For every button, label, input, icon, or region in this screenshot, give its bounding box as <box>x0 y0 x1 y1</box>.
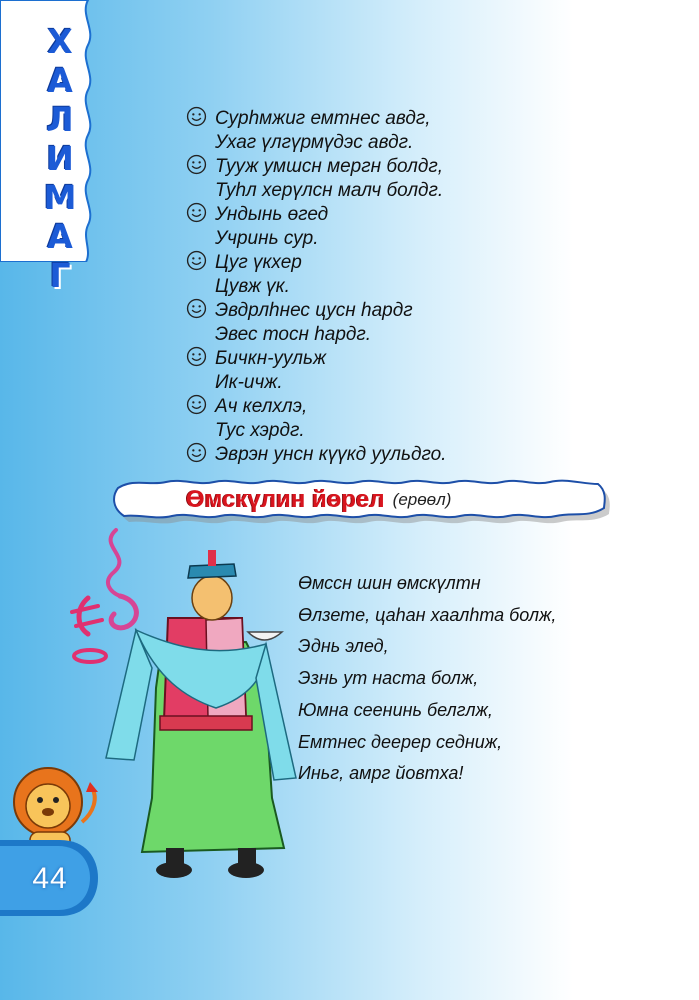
proverb-list <box>186 106 656 467</box>
proverb-line: Сурһмжиг емтнес авдг, <box>215 108 431 129</box>
list-item <box>186 394 656 442</box>
side-title-letter: Г <box>49 256 71 295</box>
side-title-letter: А <box>47 217 73 256</box>
proverb-line: Туһл херүлсн малч болдг. <box>215 179 444 201</box>
side-title <box>40 22 80 295</box>
proverb-line: Ухаг үлгүрмүдэс авдг. <box>215 131 414 153</box>
section-heading <box>186 480 451 520</box>
list-item <box>186 106 656 154</box>
list-item <box>186 154 656 202</box>
smiley-icon <box>186 346 207 367</box>
proverb-line: Эврэн унсн күүкд уульдго. <box>215 444 447 465</box>
proverb-line: Ик-ичж. <box>215 371 283 393</box>
side-title-letter: И <box>46 139 74 178</box>
smiley-icon <box>186 154 207 175</box>
list-item <box>186 298 656 346</box>
proverb-line: Цуг үкхер <box>215 252 302 273</box>
poem-line: Эзнь ут наста болж, <box>298 668 479 689</box>
poem-line: Иньг, амрг йовтха! <box>298 763 464 784</box>
list-item <box>186 346 656 394</box>
smiley-icon <box>186 394 207 415</box>
list-item <box>186 442 656 467</box>
smiley-icon <box>186 298 207 319</box>
proverb-line: Ач келхлэ, <box>215 396 308 417</box>
proverb-line: Ундынь өгед <box>215 204 329 225</box>
page-number: 44 <box>32 862 68 895</box>
proverb-line: Бичкн-уульж <box>215 348 327 369</box>
proverb-line: Тууж умшсн мергн болдг, <box>215 156 444 177</box>
poem-line: Юмна сеенинь белглж, <box>298 699 493 720</box>
poem-line: Өлзете, цаһан хаалһта болж, <box>298 604 557 625</box>
side-title-letter: Х <box>47 22 73 61</box>
side-title-letter: А <box>47 61 73 100</box>
list-item <box>186 202 656 250</box>
section-subtitle: (ерөөл) <box>392 490 452 509</box>
section-title: Өмскүлин йөрел <box>186 486 385 513</box>
proverb-line: Учринь сур. <box>215 227 319 249</box>
proverb-line: Эвес тосн һардг. <box>215 323 372 345</box>
proverb-line: Цувж үк. <box>215 275 290 297</box>
proverb-line: Эвдрлһнес цусн һардг <box>215 300 413 321</box>
proverb-line: Тус хэрдг. <box>215 419 305 441</box>
smiley-icon <box>186 106 207 127</box>
smiley-icon <box>186 202 207 223</box>
side-title-letter: Л <box>46 100 74 139</box>
figure-illustration <box>96 548 320 890</box>
smiley-icon <box>186 250 207 271</box>
poem-line: Эднь элед, <box>298 636 389 657</box>
poem-text <box>298 568 658 790</box>
poem-line: Өмссн шин өмскүлтн <box>298 573 481 593</box>
side-title-letter: М <box>43 178 77 217</box>
list-item <box>186 250 656 298</box>
poem-line: Емтнес деерер седниж, <box>298 731 503 752</box>
smiley-icon <box>186 442 207 463</box>
